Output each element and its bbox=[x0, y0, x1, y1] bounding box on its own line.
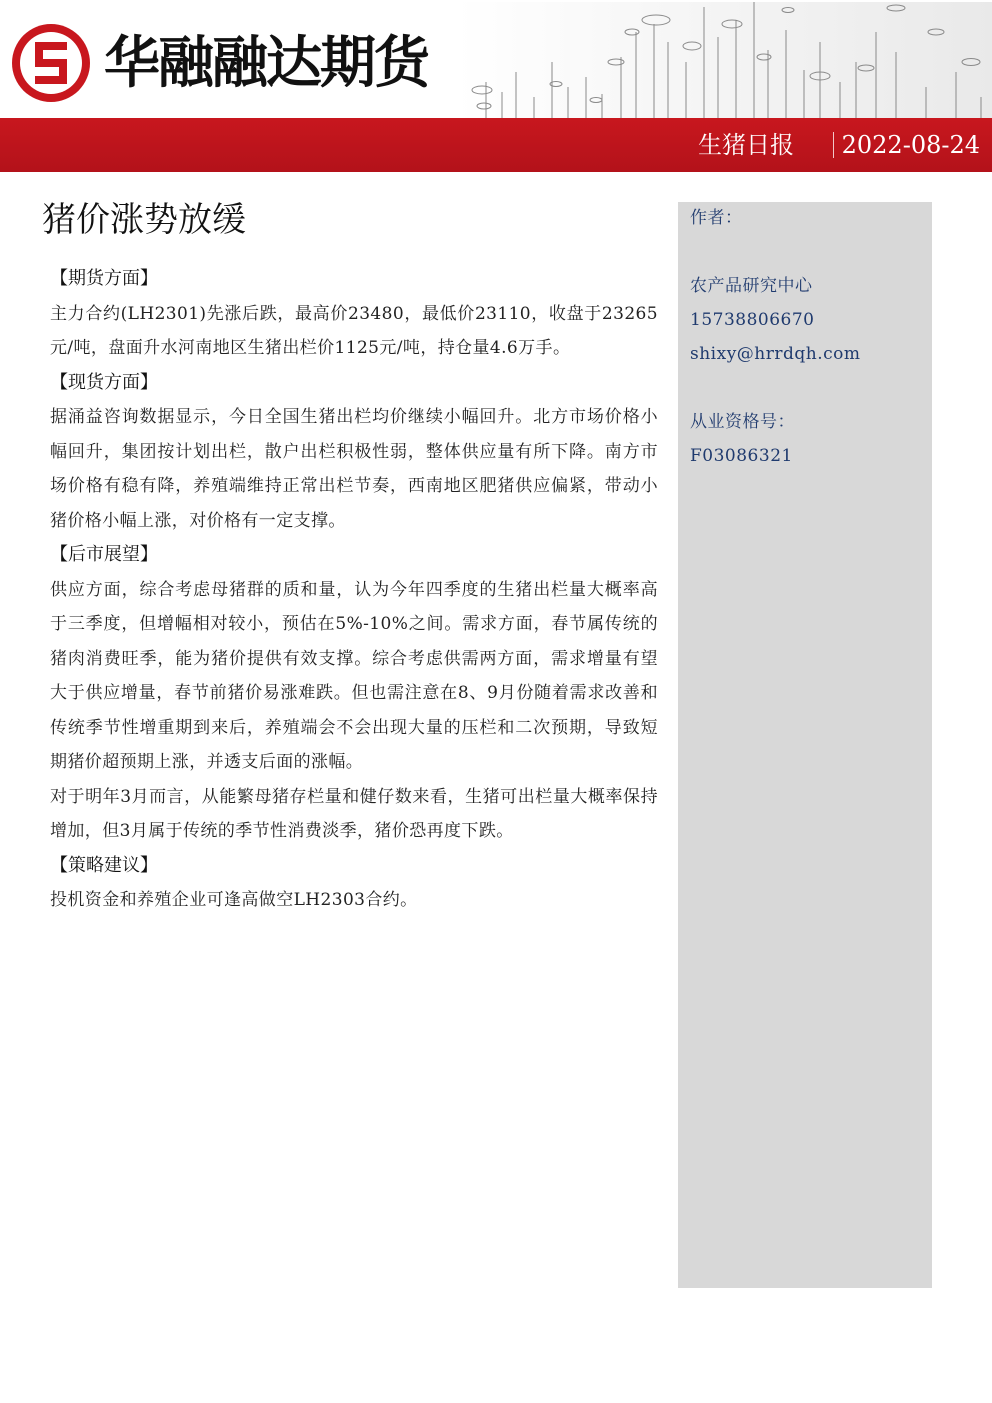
section-heading: 【现货方面】 bbox=[50, 371, 158, 393]
page-title: 猪价涨势放缓 bbox=[42, 200, 246, 240]
section-heading: 【期货方面】 bbox=[50, 268, 158, 289]
brand-name: 华融融达期货 bbox=[104, 31, 428, 96]
author-sidebar bbox=[678, 202, 932, 1288]
company-logo-icon bbox=[10, 22, 92, 104]
section-spot bbox=[50, 366, 658, 539]
paragraph: 据涌益咨询数据显示，今日全国生猪出栏均价继续小幅回升。北方市场价格小幅回升，集团按计划出栏，散户出栏积极性弱，整体供应量有所下降。南方市场价格有稳有降，养殖端维持正常出栏节奏，西南地区肥猪供应偏紧，带动小猪价格小幅上涨，对价格有一定支撑。 bbox=[50, 407, 658, 531]
report-type: 生猪日报 bbox=[698, 131, 794, 159]
license-number: F03086321 bbox=[690, 446, 793, 466]
paragraph: 供应方面，综合考虑母猪群的质和量，认为今年四季度的生猪出栏量大概率高于三季度，但增幅相对较小，预估在5%-10%之间。需求方面，春节属传统的猪肉消费旺季，能为猪价提供有效支撑。综合考虑供需两方面，需求增量有望大于供应增量，春节前猪价易涨难跌。但也需注意在8、9月份随着需求改善和传统季节性增重期到来后，养殖端会不会出现大量的压栏和二次预期，导致短期猪价超预期上涨，并透支后面的涨幅。 bbox=[50, 579, 658, 772]
paragraph: 投机资金和养殖企业可逢高做空LH2303合约。 bbox=[50, 890, 418, 910]
author-label: 作者： bbox=[690, 208, 743, 228]
banner-divider bbox=[833, 132, 834, 158]
report-body bbox=[50, 262, 658, 918]
author-email[interactable]: shixy@hrrdqh.com bbox=[690, 344, 861, 364]
section-outlook bbox=[50, 538, 658, 849]
report-banner bbox=[0, 118, 992, 172]
author-phone: 15738806670 bbox=[690, 310, 815, 330]
report-date: 2022-08-24 bbox=[841, 131, 980, 159]
paragraph: 主力合约(LH2301)先涨后跌，最高价23480，最低价23110，收盘于23265元/吨，盘面升水河南地区生猪出栏价1125元/吨，持仓量4.6万手。 bbox=[50, 303, 658, 358]
author-department: 农产品研究中心 bbox=[690, 276, 813, 296]
section-heading: 【后市展望】 bbox=[50, 544, 158, 565]
license-label: 从业资格号： bbox=[690, 412, 795, 432]
section-futures bbox=[50, 262, 658, 366]
company-logo bbox=[10, 22, 450, 112]
header-decoration bbox=[456, 2, 992, 118]
paragraph: 对于明年3月而言，从能繁母猪存栏量和健仔数来看，生猪可出栏量大概率保持增加，但3月属于传统的季节性消费淡季，猪价恐再度下跌。 bbox=[50, 786, 658, 841]
section-heading: 【策略建议】 bbox=[50, 854, 158, 876]
section-strategy bbox=[50, 849, 658, 918]
